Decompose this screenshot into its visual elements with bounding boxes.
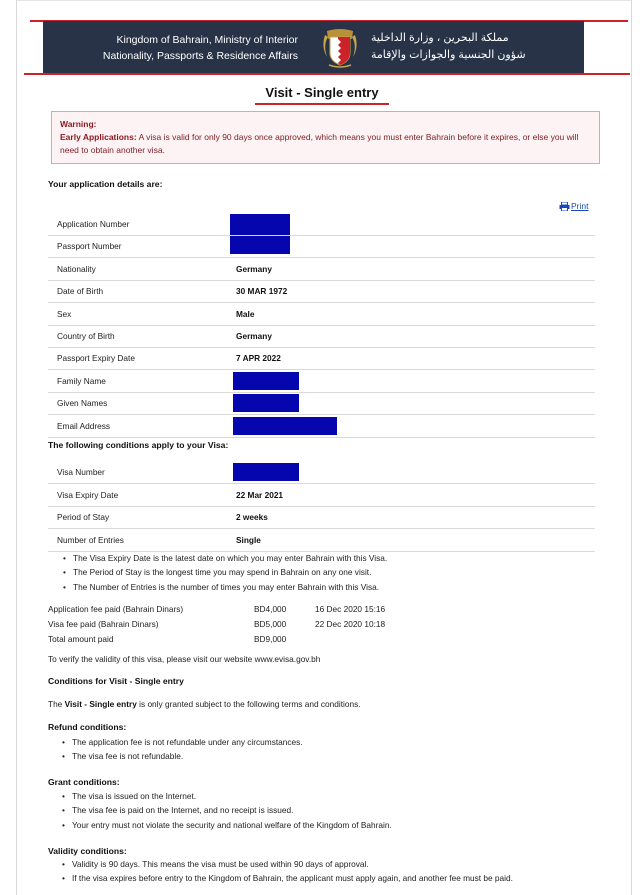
header-english <box>43 32 298 64</box>
row-value: Male <box>236 308 255 319</box>
fee-amount: BD9,000 <box>254 634 287 644</box>
list-item: • If the visa expires before entry to the Kingdom of Bahrain, the applicant must apply again, and another fee must be paid. <box>62 871 513 885</box>
page-edge-left <box>16 0 17 895</box>
row-label: Date of Birth <box>57 286 104 297</box>
row-divider <box>48 347 595 348</box>
redacted-value <box>233 463 299 481</box>
granted-text <box>48 699 361 709</box>
granted-bold: Visit - Single entry <box>64 699 137 709</box>
row-value: 22 Mar 2021 <box>236 489 284 500</box>
list-item: • The visa fee is not refundable. <box>62 749 303 763</box>
list-item: • The visa fee is paid on the Internet, and no receipt is issued. <box>62 803 392 817</box>
row-value: 7 APR 2022 <box>236 353 281 364</box>
row-divider <box>48 506 595 507</box>
header-bottom-rule <box>24 73 630 75</box>
title-wrap <box>0 84 644 105</box>
header-en-line1: Kingdom of Bahrain, Ministry of Interior <box>116 34 298 46</box>
row-label: Application Number <box>57 219 130 229</box>
warning-heading: Warning: <box>60 119 97 129</box>
row-divider <box>48 369 595 370</box>
row-label: Family Name <box>57 375 106 386</box>
fee-amount: BD5,000 <box>254 619 287 629</box>
grant-list <box>62 789 392 832</box>
list-item: • The visa is issued on the Internet. <box>62 789 392 803</box>
grant-heading: Grant conditions: <box>48 777 120 787</box>
list-item: • Validity is 90 days. This means the visa must be used within 90 days of approval. <box>62 857 513 871</box>
visa-notes-list <box>63 551 387 594</box>
warning-lead: Early Applications: <box>60 132 137 142</box>
warning-text: A visa is valid for only 90 days once approved, which means you must enter Bahrain before it expires, or else you will need to obtain another visa. <box>60 132 579 155</box>
redacted-value <box>233 417 337 435</box>
validity-list <box>62 857 513 886</box>
list-item: • Your entry must not violate the security and national welfare of the Kingdom of Bahrain. <box>62 818 392 832</box>
verify-text: To verify the validity of this visa, please visit our website www.evisa.gov.bh <box>48 654 321 664</box>
ministry-header <box>43 21 584 73</box>
row-label: Visa Number <box>57 467 105 477</box>
row-value: Germany <box>236 331 272 341</box>
row-value: Single <box>236 534 261 545</box>
row-label: Nationality <box>57 263 96 274</box>
row-label: Visa Expiry Date <box>57 489 119 500</box>
print-link[interactable] <box>571 201 588 211</box>
row-divider <box>48 280 595 281</box>
list-item: • The Number of Entries is the number of times you may enter Bahrain with this Visa. <box>63 580 387 594</box>
redacted-value <box>230 214 290 254</box>
row-label: Sex <box>57 308 72 319</box>
page-edge-top <box>16 0 632 1</box>
fee-amount: BD4,000 <box>254 604 287 614</box>
fee-date: 16 Dec 2020 15:16 <box>315 604 386 614</box>
warning-box <box>51 111 600 164</box>
refund-heading: Refund conditions: <box>48 722 127 732</box>
row-label: Email Address <box>57 420 111 431</box>
granted-pre: The <box>48 699 65 709</box>
list-item: • The Visa Expiry Date is the latest date on which you may enter Bahrain with this Visa. <box>63 551 387 565</box>
validity-heading: Validity conditions: <box>48 846 127 856</box>
row-divider <box>48 414 595 415</box>
page-title: Visit - Single entry <box>255 85 388 105</box>
row-value: Germany <box>236 263 272 274</box>
redacted-value <box>233 394 299 412</box>
list-item: • The application fee is not refundable under any circumstances. <box>62 735 303 749</box>
row-label: Country of Birth <box>57 331 115 341</box>
row-value: 30 MAR 1972 <box>236 286 288 297</box>
row-divider <box>48 302 595 303</box>
redacted-value <box>233 372 299 390</box>
header-ar-line1: مملكة البحرين ، وزارة الداخلية <box>371 32 509 44</box>
header-ar-line2: شؤون الجنسية والجوازات والإقامة <box>371 49 526 61</box>
granted-post: is only granted subject to the following terms and conditions. <box>136 699 361 709</box>
row-divider <box>48 235 595 236</box>
print-label: Print <box>571 201 589 211</box>
row-label: Passport Expiry Date <box>57 353 135 364</box>
row-label: Number of Entries <box>57 534 124 545</box>
list-item: • The Period of Stay is the longest time you may spend in Bahrain on any one visit. <box>63 565 387 579</box>
row-label: Period of Stay <box>57 512 110 522</box>
fee-label: Visa fee paid (Bahrain Dinars) <box>48 619 159 629</box>
row-divider <box>48 483 595 484</box>
row-label: Given Names <box>57 398 108 409</box>
row-divider <box>48 257 595 258</box>
header-arabic <box>371 30 571 64</box>
header-en-line2: Nationality, Passports & Residence Affairs <box>102 50 298 62</box>
row-divider <box>48 528 595 529</box>
printer-icon <box>559 202 570 211</box>
fee-date: 22 Dec 2020 10:18 <box>315 619 386 629</box>
row-value: 2 weeks <box>236 512 268 522</box>
refund-list <box>62 735 303 764</box>
page-edge-right <box>631 0 632 895</box>
row-divider <box>48 325 595 326</box>
row-divider <box>48 392 595 393</box>
fee-label: Total amount paid <box>48 634 114 644</box>
row-divider <box>48 437 595 438</box>
bahrain-crest-icon <box>319 25 361 69</box>
conditions-for-heading: Conditions for Visit - Single entry <box>48 676 184 686</box>
conditions-heading: The following conditions apply to your Visa: <box>48 440 229 450</box>
fee-label: Application fee paid (Bahrain Dinars) <box>48 604 184 614</box>
details-heading: Your application details are: <box>48 179 163 189</box>
row-label: Passport Number <box>57 241 122 252</box>
